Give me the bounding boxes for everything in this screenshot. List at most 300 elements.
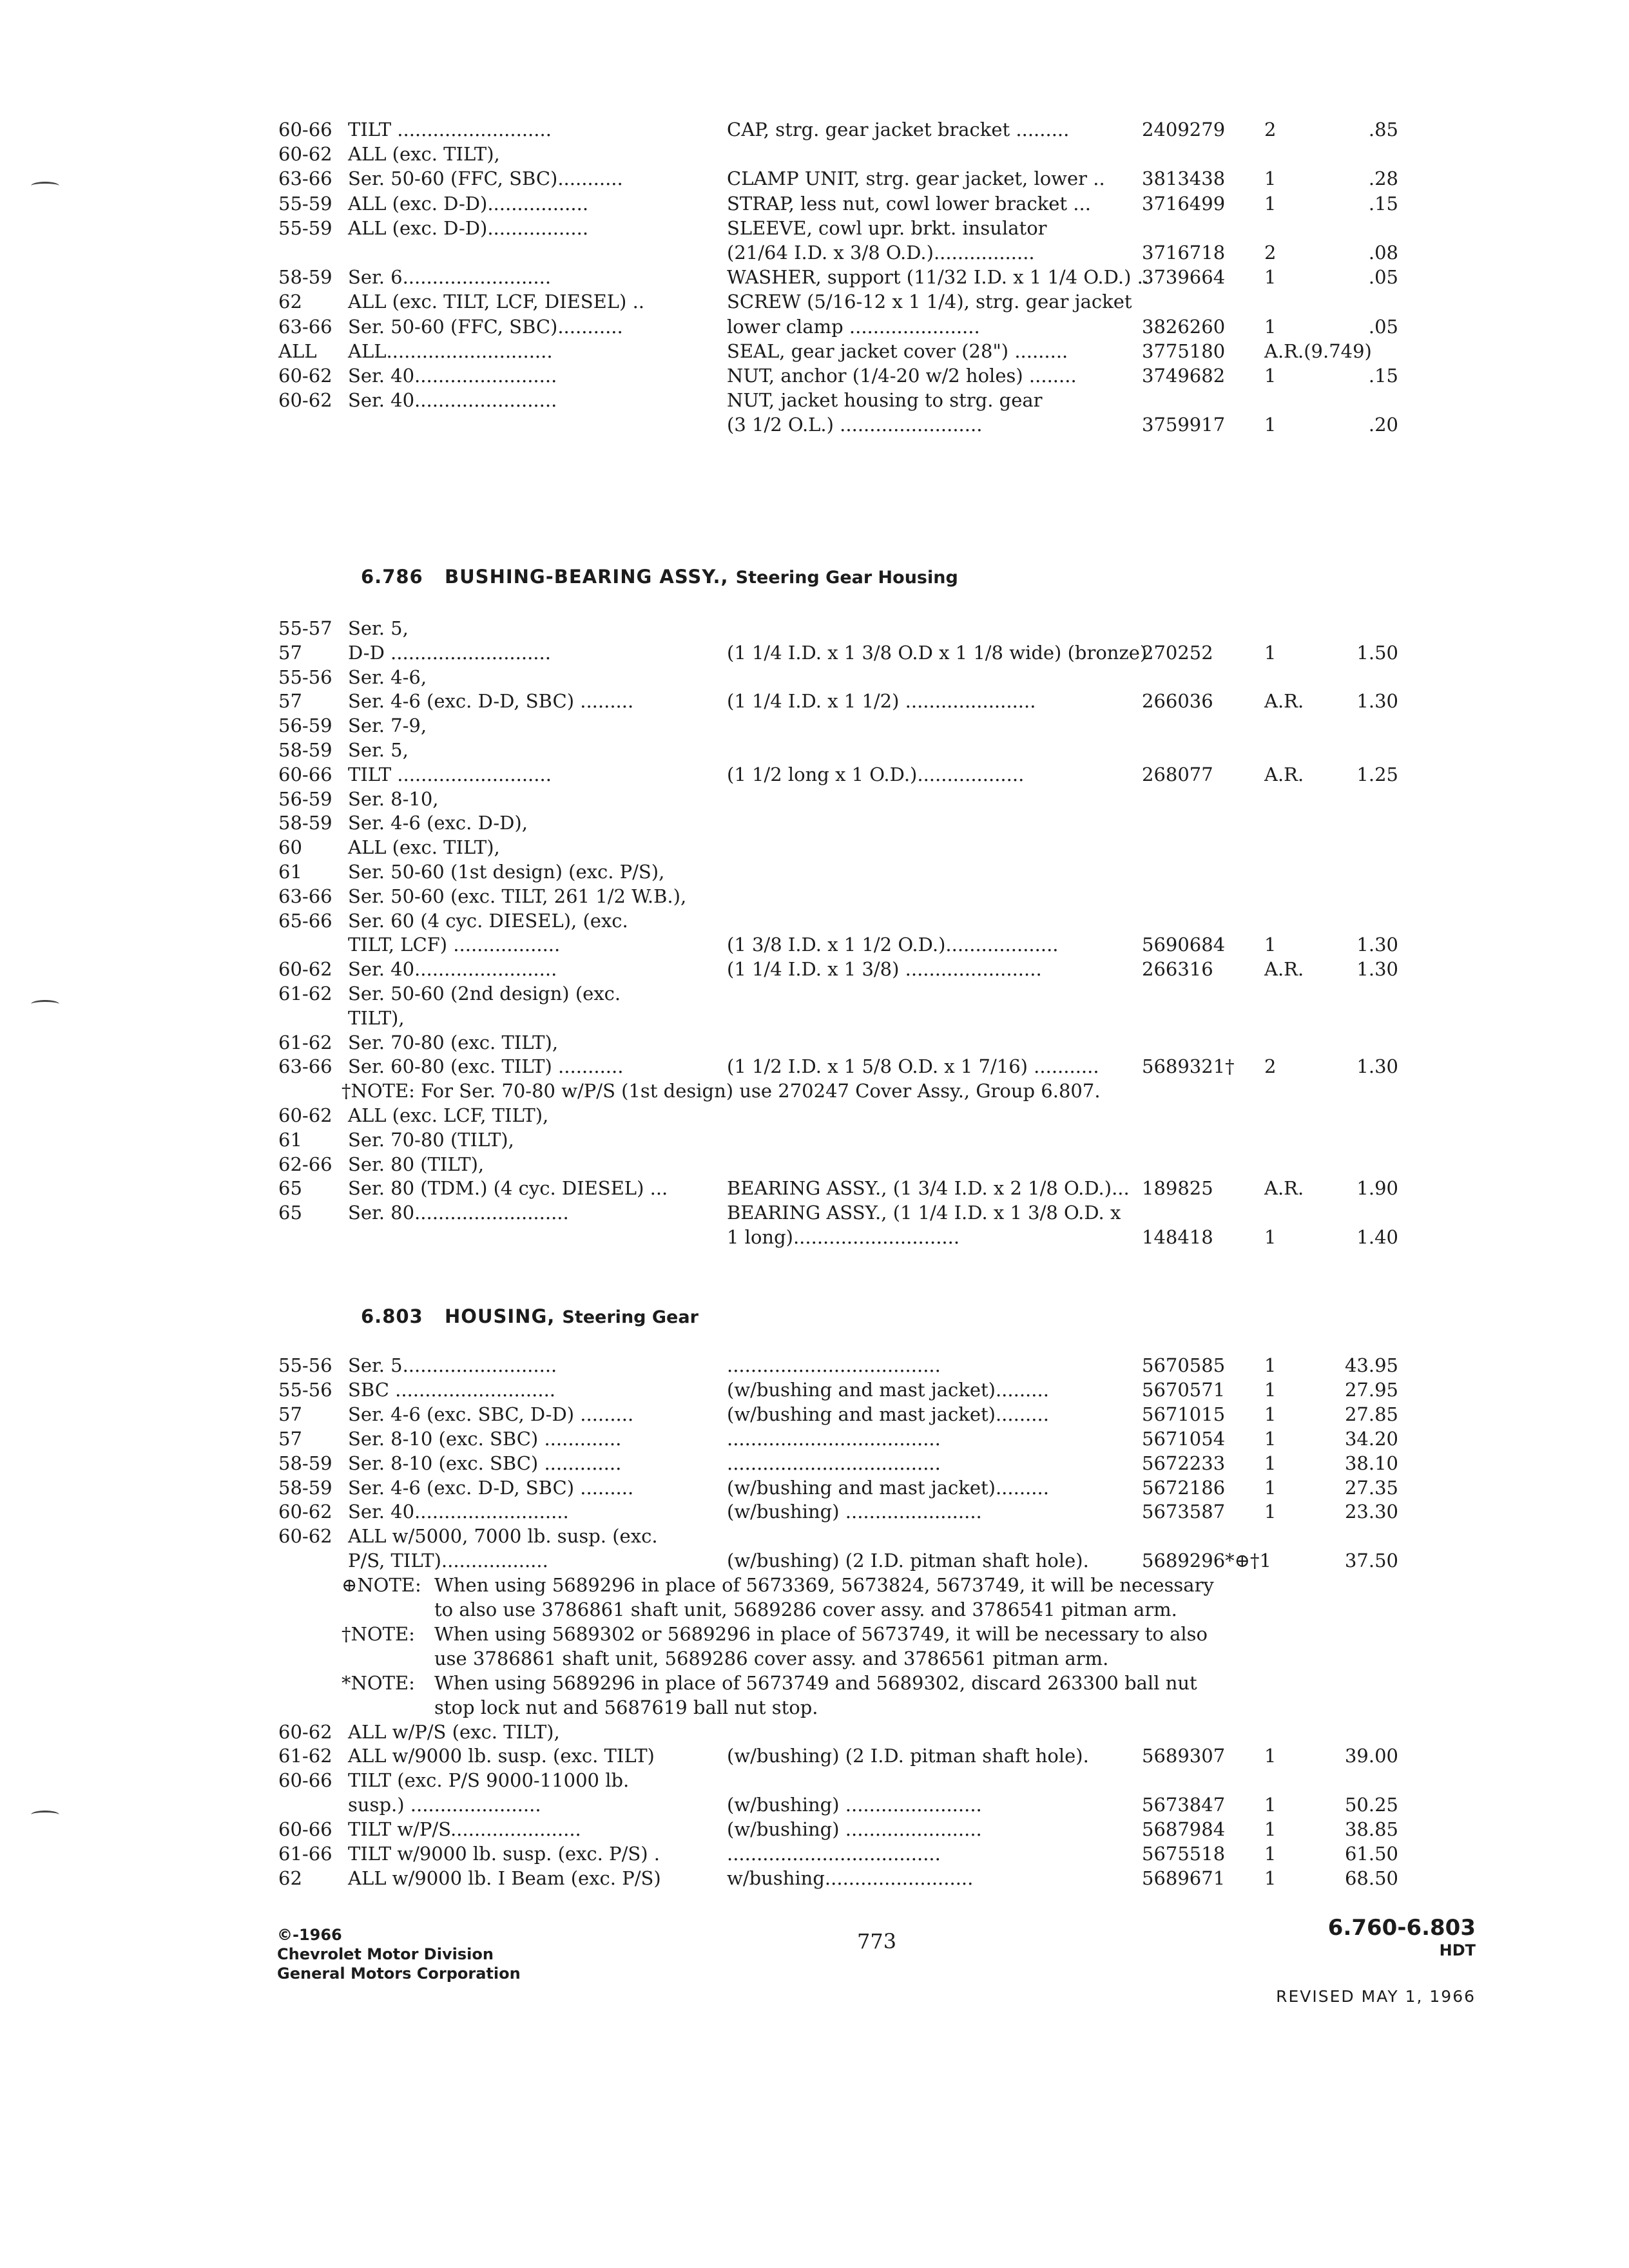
footnote-text: When using 5689296 in place of 5673749 and 5689302, discard 263300 ball nut <box>434 1671 1197 1694</box>
part-number: 266316 <box>1142 958 1213 981</box>
model-year: 63-66 <box>278 1055 333 1078</box>
list-price: 1.30 <box>1356 934 1398 956</box>
quantity: 1 <box>1264 1452 1277 1474</box>
list-price: .08 <box>1368 242 1398 264</box>
quantity: 1 <box>1264 1378 1277 1401</box>
list-price: 68.50 <box>1344 1867 1398 1889</box>
table-row <box>0 1451 1629 1475</box>
list-price: 38.10 <box>1344 1452 1398 1474</box>
list-price: 34.20 <box>1344 1427 1398 1450</box>
part-description: WASHER, support (11/32 I.D. x 1 1/4 O.D.) .. <box>727 266 1150 289</box>
model-year: 58-59 <box>278 266 333 289</box>
part-description: (w/bushing) (2 I.D. pitman shaft hole). <box>727 1745 1089 1767</box>
list-price: .28 <box>1368 168 1398 190</box>
quantity: 2 <box>1264 1055 1277 1078</box>
table-row <box>0 1353 1629 1378</box>
model-year: 56-59 <box>278 715 333 737</box>
list-price: 50.25 <box>1344 1794 1398 1816</box>
catalog-code: HDT <box>1439 1941 1476 1959</box>
part-description: (w/bushing and mast jacket)......... <box>727 1403 1049 1425</box>
list-price: 1.25 <box>1356 763 1398 785</box>
part-description: .................................... <box>727 1452 941 1474</box>
table-row <box>0 1744 1629 1768</box>
table-row <box>0 1054 1629 1079</box>
model-year: 58-59 <box>278 739 333 761</box>
part-number: 5689321† <box>1142 1055 1235 1078</box>
model-application: Ser. 50-60 (1st design) (exc. P/S), <box>348 861 665 883</box>
model-application: Ser. 60-80 (exc. TILT) ........... <box>348 1055 624 1078</box>
model-year: 55-57 <box>278 617 333 639</box>
part-number: 3716718 <box>1142 242 1226 264</box>
model-application: Ser. 8-10, <box>348 787 439 810</box>
table-row <box>0 957 1629 981</box>
table-row <box>0 117 1629 142</box>
part-number: 5672186 <box>1142 1476 1226 1499</box>
table-row <box>0 339 1629 363</box>
part-description: .................................... <box>727 1427 941 1450</box>
part-number: 5675518 <box>1142 1843 1226 1865</box>
part-description: STRAP, less nut, cowl lower bracket ... <box>727 192 1091 215</box>
part-description: (1 1/4 I.D. x 1 1/2) ...................... <box>727 690 1036 713</box>
group-number: 6.786 <box>361 566 423 588</box>
model-application: Ser. 50-60 (2nd design) (exc. <box>348 983 621 1004</box>
footnote-text: When using 5689302 or 5689296 in place of 5673749, it will be necessary to also <box>434 1622 1208 1645</box>
part-number: 3749682 <box>1142 365 1226 387</box>
section-heading-6803 <box>361 1305 699 1327</box>
model-application: Ser. 40........................ <box>348 365 557 387</box>
part-number: 5672233 <box>1142 1452 1226 1474</box>
part-description: (w/bushing and mast jacket)......... <box>727 1476 1049 1499</box>
footnote-row <box>0 1079 1629 1103</box>
part-number: 3716499 <box>1142 192 1226 215</box>
model-application: TILT w/P/S...................... <box>348 1818 581 1841</box>
part-description: CLAMP UNIT, strg. gear jacket, lower .. <box>727 168 1105 190</box>
quantity: 1 <box>1264 1867 1277 1889</box>
part-number: 3739664 <box>1142 266 1226 289</box>
model-application: Ser. 5, <box>348 739 409 761</box>
table-row <box>0 1200 1629 1225</box>
table-row <box>0 665 1629 689</box>
model-year: 55-56 <box>278 666 333 688</box>
part-description: (w/bushing) ....................... <box>727 1501 982 1523</box>
model-year: 60-62 <box>278 958 333 981</box>
model-application: P/S, TILT).................. <box>348 1550 548 1572</box>
model-year: 55-59 <box>278 192 333 215</box>
quantity: A.R. <box>1264 958 1304 981</box>
footnote-text: stop lock nut and 5687619 ball nut stop. <box>434 1696 818 1718</box>
part-description: (1 1/2 I.D. x 1 5/8 O.D. x 1 7/16) ........... <box>727 1055 1099 1078</box>
footer-publisher <box>277 1925 521 1983</box>
model-application: Ser. 40........................ <box>348 389 557 412</box>
model-application: ALL (exc. TILT), <box>348 836 500 859</box>
part-description: .................................... <box>727 1354 941 1376</box>
table-row <box>0 713 1629 738</box>
quantity: 1 <box>1264 1403 1277 1425</box>
table-row <box>0 363 1629 388</box>
model-application: Ser. 4-6 (exc. SBC, D-D) ......... <box>348 1403 634 1425</box>
table-row <box>0 240 1629 265</box>
part-description: (w/bushing) (2 I.D. pitman shaft hole). <box>727 1550 1089 1572</box>
quantity: 1 <box>1264 1476 1277 1499</box>
model-year: 55-59 <box>278 216 333 239</box>
model-year: 60-62 <box>278 1501 333 1523</box>
model-year: 61 <box>278 861 302 883</box>
quantity: 1 <box>1264 266 1277 289</box>
quantity: 1 <box>1264 1501 1277 1523</box>
model-year: 60-62 <box>278 1104 333 1126</box>
part-description: NUT, jacket housing to strg. gear <box>727 389 1043 412</box>
quantity: 1 <box>1264 641 1277 664</box>
part-description: (1 3/8 I.D. x 1 1/2 O.D.)................... <box>727 934 1059 956</box>
model-year: 61-62 <box>278 1745 333 1767</box>
quantity: 2 <box>1264 119 1277 140</box>
quantity: 1 <box>1264 1745 1277 1767</box>
quantity: 1 <box>1264 1818 1277 1841</box>
model-year: 58-59 <box>278 1452 333 1474</box>
list-price: .15 <box>1368 365 1398 387</box>
model-year: 57 <box>278 690 302 713</box>
model-year: 62 <box>278 291 302 313</box>
part-description: SEAL, gear jacket cover (28") ......... <box>727 340 1068 362</box>
model-application: TILT), <box>348 1006 405 1029</box>
part-number: 3813438 <box>1142 168 1226 190</box>
model-application: ALL w/5000, 7000 lb. susp. (exc. <box>348 1525 658 1548</box>
model-application: Ser. 50-60 (FFC, SBC)........... <box>348 168 623 190</box>
part-number: 5687984 <box>1142 1818 1226 1841</box>
footnote-text: †NOTE: For Ser. 70-80 w/P/S (1st design) use 270247 Cover Assy., Group 6.807. <box>342 1080 1101 1102</box>
model-application: Ser. 70-80 (TILT), <box>348 1128 514 1151</box>
table-row <box>0 1499 1629 1524</box>
quantity: 1 <box>1264 192 1277 215</box>
model-application: ALL w/9000 lb. susp. (exc. TILT) <box>348 1745 655 1767</box>
group-range: 6.760-6.803 <box>1327 1915 1476 1941</box>
part-number: 5671015 <box>1142 1403 1226 1425</box>
quantity: 1 <box>1264 1794 1277 1816</box>
quantity: 1 <box>1264 168 1277 190</box>
model-application: Ser. 8-10 (exc. SBC) ............. <box>348 1427 622 1450</box>
quantity: 1 <box>1264 1427 1277 1450</box>
list-price: .05 <box>1368 315 1398 338</box>
table-row <box>0 811 1629 835</box>
table-row <box>0 388 1629 412</box>
model-year: 57 <box>278 1427 302 1450</box>
section-subtitle: Steering Gear <box>562 1307 699 1327</box>
part-number: 270252 <box>1142 641 1213 664</box>
part-description: (1 1/4 I.D. x 1 3/8) ....................... <box>727 958 1042 981</box>
model-application: ALL (exc. TILT, LCF, DIESEL) .. <box>348 291 645 313</box>
table-row <box>0 787 1629 811</box>
list-price: 23.30 <box>1344 1501 1398 1523</box>
list-price: .85 <box>1368 119 1398 140</box>
model-year: 60-66 <box>278 1769 333 1792</box>
model-year: 62-66 <box>278 1153 333 1175</box>
part-description: w/bushing......................... <box>727 1867 974 1889</box>
table-row <box>0 1402 1629 1427</box>
model-year: 60-62 <box>278 365 333 387</box>
model-application: ALL............................ <box>348 340 553 362</box>
list-price: .15 <box>1368 192 1398 215</box>
list-price: 37.50 <box>1344 1550 1398 1572</box>
table-row <box>0 1817 1629 1841</box>
section-heading-6786 <box>361 566 958 588</box>
corporation-name: General Motors Corporation <box>277 1965 521 1983</box>
table-row <box>0 762 1629 787</box>
footnote-row <box>0 1573 1629 1597</box>
model-application: Ser. 8-10 (exc. SBC) ............. <box>348 1452 622 1474</box>
footnote-label: ⊕NOTE: <box>342 1574 421 1597</box>
part-description: .................................... <box>727 1843 941 1865</box>
footnote-row <box>0 1671 1629 1695</box>
part-number: 3759917 <box>1142 414 1226 436</box>
part-description: CAP, strg. gear jacket bracket ......... <box>727 119 1070 140</box>
part-description: BEARING ASSY., (1 3/4 I.D. x 2 1/8 O.D.)... <box>727 1177 1130 1200</box>
model-year: 55-56 <box>278 1378 333 1401</box>
model-year: 60-62 <box>278 389 333 412</box>
table-row <box>0 1103 1629 1128</box>
part-description: NUT, anchor (1/4-20 w/2 holes) ........ <box>727 365 1077 387</box>
model-application: ALL w/9000 lb. I Beam (exc. P/S) <box>348 1867 661 1889</box>
table-row <box>0 314 1629 339</box>
model-application: Ser. 5.......................... <box>348 1354 557 1376</box>
quantity: 2 <box>1264 242 1277 264</box>
model-year: 62 <box>278 1867 302 1889</box>
model-application: ALL w/P/S (exc. TILT), <box>348 1720 560 1743</box>
model-year: 61-66 <box>278 1843 333 1865</box>
part-number: 5689307 <box>1142 1745 1226 1767</box>
part-description: (1 1/4 I.D. x 1 3/8 O.D x 1 1/8 wide) (bronze) <box>727 641 1148 664</box>
model-application: Ser. 60 (4 cyc. DIESEL), (exc. <box>348 909 628 932</box>
footnote-text: to also use 3786861 shaft unit, 5689286 cover assy. and 3786541 pitman arm. <box>434 1599 1177 1620</box>
table-row <box>0 1152 1629 1177</box>
table-row <box>0 884 1629 908</box>
model-application: Ser. 80.......................... <box>348 1202 569 1224</box>
list-price: 43.95 <box>1344 1354 1398 1376</box>
list-price: 61.50 <box>1344 1843 1398 1865</box>
table-row <box>0 689 1629 713</box>
table-row <box>0 265 1629 289</box>
model-year: 60-66 <box>278 763 333 785</box>
model-year: 58-59 <box>278 812 333 834</box>
list-price: 1.30 <box>1356 690 1398 713</box>
division-name: Chevrolet Motor Division <box>277 1945 494 1963</box>
part-number: 5690684 <box>1142 934 1226 956</box>
list-price: 1.40 <box>1356 1226 1398 1248</box>
model-application: Ser. 4-6 (exc. D-D), <box>348 812 528 834</box>
list-price: 39.00 <box>1344 1745 1398 1767</box>
model-application: Ser. 40.......................... <box>348 1501 569 1523</box>
model-application: TILT (exc. P/S 9000-11000 lb. <box>348 1769 630 1792</box>
table-row <box>0 981 1629 1006</box>
model-application: Ser. 50-60 (exc. TILT, 261 1/2 W.B.), <box>348 885 687 907</box>
table-row <box>0 1030 1629 1055</box>
table-row <box>0 1548 1629 1573</box>
copyright: ©-1966 <box>277 1926 342 1944</box>
list-price: .20 <box>1368 414 1398 436</box>
table-row <box>0 1128 1629 1152</box>
quantity: 1 <box>1264 315 1277 338</box>
part-description: (w/bushing) ....................... <box>727 1794 982 1816</box>
list-price: 1.50 <box>1356 641 1398 664</box>
part-number: 3826260 <box>1142 315 1226 338</box>
part-number: 5670571 <box>1142 1378 1226 1401</box>
part-number: 5670585 <box>1142 1354 1226 1376</box>
quantity: 1 <box>1264 1843 1277 1865</box>
footnote-label: †NOTE: <box>342 1622 415 1645</box>
model-application: Ser. 80 (TDM.) (4 cyc. DIESEL) ... <box>348 1177 668 1200</box>
section-title: HOUSING, <box>445 1305 555 1327</box>
model-application: Ser. 40........................ <box>348 958 557 981</box>
part-description: (3 1/2 O.L.) ........................ <box>727 414 983 436</box>
part-number: 3775180 <box>1142 340 1226 362</box>
footnote-row <box>0 1695 1629 1720</box>
model-year: 60-62 <box>278 1525 333 1548</box>
part-description: lower clamp ...................... <box>727 315 980 338</box>
part-number: 5673847 <box>1142 1794 1226 1816</box>
model-year: 61 <box>278 1128 302 1151</box>
table-row <box>0 908 1629 933</box>
footnote-row <box>0 1622 1629 1646</box>
table-row <box>0 932 1629 957</box>
table-row <box>0 1720 1629 1744</box>
page-number: 773 <box>857 1929 897 1954</box>
model-application: Ser. 80 (TILT), <box>348 1153 485 1175</box>
footnote-row <box>0 1597 1629 1622</box>
model-year: 56-59 <box>278 787 333 810</box>
part-number: 2409279 <box>1142 119 1226 140</box>
part-number: 5673587 <box>1142 1501 1226 1523</box>
footnote-text: use 3786861 shaft unit, 5689286 cover assy. and 3786561 pitman arm. <box>434 1647 1109 1669</box>
model-application: TILT, LCF) .................. <box>348 934 561 956</box>
part-description: (w/bushing and mast jacket)......... <box>727 1378 1049 1401</box>
quantity: A.R. <box>1264 1177 1304 1200</box>
part-description: (1 1/2 long x 1 O.D.).................. <box>727 763 1025 785</box>
model-application: Ser. 70-80 (exc. TILT), <box>348 1031 559 1053</box>
part-description: (w/bushing) ....................... <box>727 1818 982 1841</box>
part-description: (21/64 I.D. x 3/8 O.D.)................. <box>727 242 1035 264</box>
table-row <box>0 640 1629 665</box>
model-year: 65 <box>278 1177 302 1200</box>
quantity: 1 <box>1264 934 1277 956</box>
part-number: 5689296*⊕†1 <box>1142 1550 1271 1572</box>
model-year: 60-62 <box>278 143 333 166</box>
model-year: 57 <box>278 641 302 664</box>
table-row <box>0 616 1629 640</box>
model-year: 60-62 <box>278 1720 333 1743</box>
quantity: 1 <box>1264 414 1277 436</box>
model-application: Ser. 50-60 (FFC, SBC)........... <box>348 315 623 338</box>
table-row <box>0 1176 1629 1200</box>
model-application: SBC ........................... <box>348 1378 556 1401</box>
table-row <box>0 166 1629 191</box>
model-year: 65 <box>278 1202 302 1224</box>
footnote-text: When using 5689296 in place of 5673369, 5673824, 5673749, it will be necessary <box>434 1574 1214 1597</box>
model-year: 60 <box>278 836 302 859</box>
model-application: D-D ........................... <box>348 641 551 664</box>
footnote-row <box>0 1646 1629 1671</box>
part-number: 5671054 <box>1142 1427 1226 1450</box>
list-price: 27.85 <box>1344 1403 1398 1425</box>
footnote-label: *NOTE: <box>342 1671 415 1694</box>
group-number: 6.803 <box>361 1305 423 1327</box>
list-price: 1.30 <box>1356 1055 1398 1078</box>
model-year: 63-66 <box>278 885 333 907</box>
table-row <box>0 1378 1629 1402</box>
model-year: 60-66 <box>278 119 333 140</box>
model-application: Ser. 4-6 (exc. D-D, SBC) ......... <box>348 1476 634 1499</box>
quantity: A.R. <box>1264 690 1304 713</box>
part-description: 1 long)............................ <box>727 1226 960 1248</box>
model-application: TILT .......................... <box>348 763 552 785</box>
quantity: 1 <box>1264 1226 1277 1248</box>
model-application: TILT w/9000 lb. susp. (exc. P/S) . <box>348 1843 660 1865</box>
quantity: A.R. <box>1264 763 1304 785</box>
table-row <box>0 1866 1629 1890</box>
section-subtitle: Steering Gear Housing <box>735 568 958 588</box>
model-year: ALL <box>278 340 317 362</box>
model-year: 63-66 <box>278 315 333 338</box>
model-year: 61-62 <box>278 983 333 1004</box>
model-year: 57 <box>278 1403 302 1425</box>
part-number: 148418 <box>1142 1226 1213 1248</box>
table-row <box>0 191 1629 216</box>
model-application: Ser. 5, <box>348 617 409 639</box>
table-row <box>0 835 1629 860</box>
model-year: 60-66 <box>278 1818 333 1841</box>
table-row <box>0 1792 1629 1817</box>
model-application: Ser. 7-9, <box>348 715 427 737</box>
list-price: .05 <box>1368 266 1398 289</box>
model-year: 63-66 <box>278 168 333 190</box>
part-description: SLEEVE, cowl upr. brkt. insulator <box>727 216 1047 239</box>
part-number: 5689671 <box>1142 1867 1226 1889</box>
quantity: A.R.(9.749) <box>1264 340 1372 362</box>
list-price: 1.90 <box>1356 1177 1398 1200</box>
quantity: 1 <box>1264 365 1277 387</box>
table-row <box>0 738 1629 762</box>
model-application: ALL (exc. D-D)................. <box>348 192 589 215</box>
model-year: 61-62 <box>278 1031 333 1053</box>
revision-date: REVISED MAY 1, 1966 <box>1276 1987 1476 2006</box>
table-row <box>0 142 1629 166</box>
model-application: susp.) ...................... <box>348 1794 541 1816</box>
model-application: ALL (exc. LCF, TILT), <box>348 1104 549 1126</box>
part-number: 266036 <box>1142 690 1213 713</box>
table-row <box>0 1841 1629 1866</box>
table-row <box>0 1006 1629 1030</box>
table-row <box>0 412 1629 437</box>
part-description: SCREW (5/16-12 x 1 1/4), strg. gear jacket <box>727 291 1132 313</box>
part-description: BEARING ASSY., (1 1/4 I.D. x 1 3/8 O.D. x <box>727 1202 1121 1224</box>
table-row <box>0 289 1629 314</box>
table-row <box>0 216 1629 240</box>
section-title: BUSHING-BEARING ASSY., <box>445 566 729 588</box>
model-year: 55-56 <box>278 1354 333 1376</box>
table-row <box>0 1768 1629 1792</box>
table-row <box>0 1475 1629 1500</box>
list-price: 38.85 <box>1344 1818 1398 1841</box>
footer-group-range <box>1282 1915 1476 1960</box>
model-application: Ser. 6......................... <box>348 266 552 289</box>
model-application: Ser. 4-6 (exc. D-D, SBC) ......... <box>348 690 634 713</box>
model-application: Ser. 4-6, <box>348 666 427 688</box>
model-year: 58-59 <box>278 1476 333 1499</box>
part-number: 189825 <box>1142 1177 1213 1200</box>
quantity: 1 <box>1264 1354 1277 1376</box>
table-row <box>0 860 1629 884</box>
model-application: ALL (exc. D-D)................. <box>348 216 589 239</box>
table-row <box>0 1225 1629 1249</box>
model-application: ALL (exc. TILT), <box>348 143 500 166</box>
